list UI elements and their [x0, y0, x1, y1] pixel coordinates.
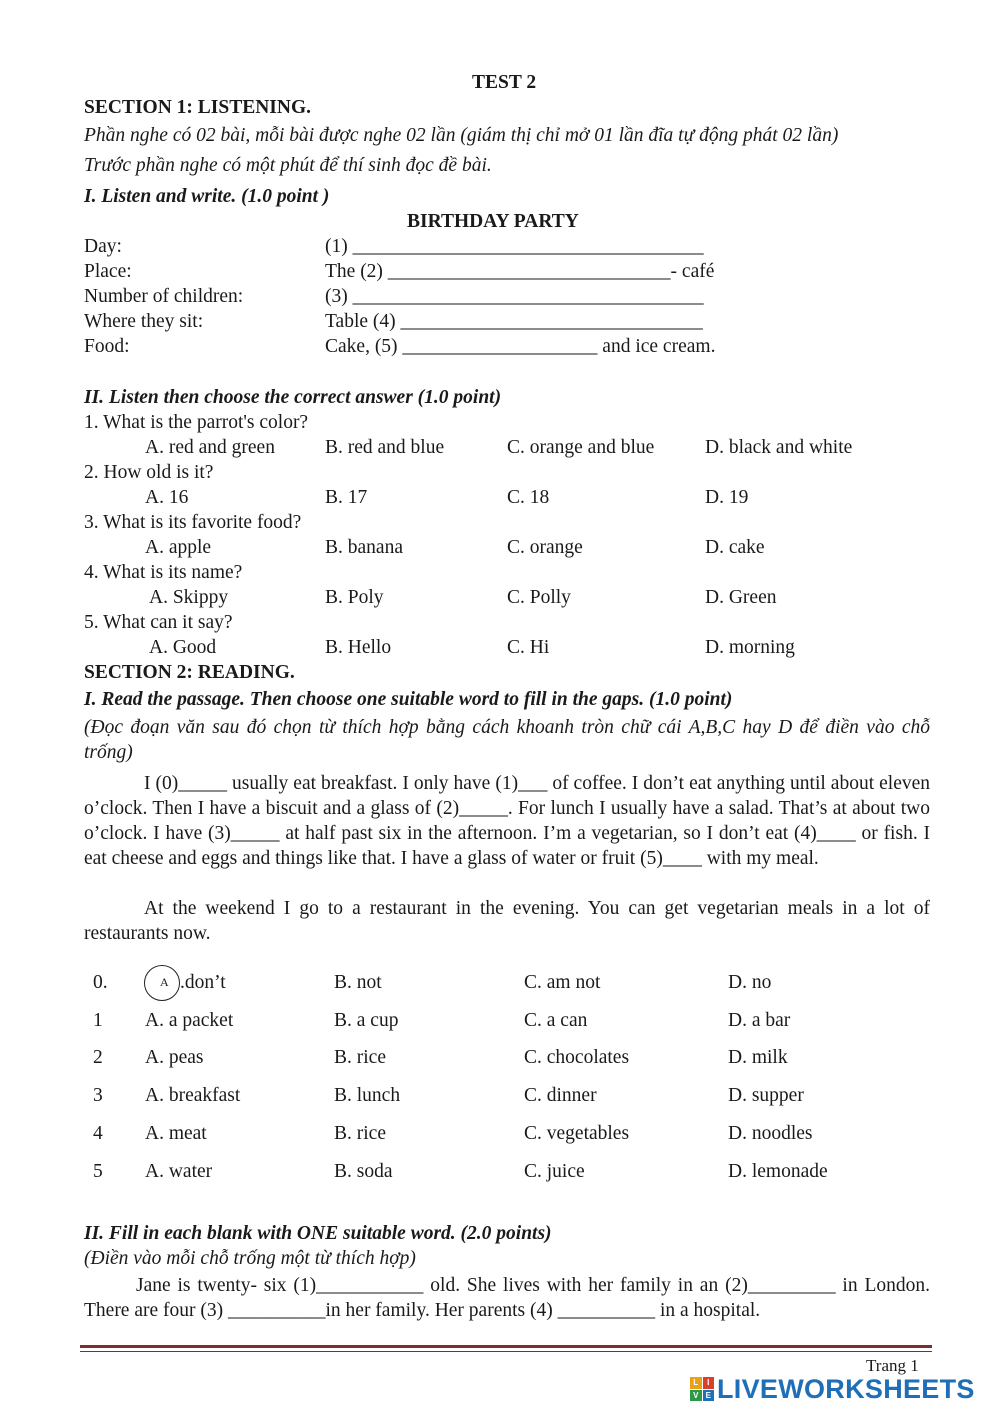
form-blank[interactable]: The (2) _____________________________- café	[325, 261, 715, 282]
reading-paragraph-1: I (0)_____ usually eat breakfast. I only have (1)___ of coffee. I don’t eat anything until about eleven o’clock. Then I have a biscuit and a glass of (2)_____. For lunch I usually have a salad. That’s at about two o’clock. I have (3)_____ at half past six in the afternoon. I’m a vegetarian, so I don’t eat (4)____ or fish. I eat cheese and eggs and things like that. I have a glass of water or fruit (5)____ with my meal.	[84, 773, 930, 869]
option-c[interactable]: C. Polly	[507, 587, 571, 608]
fill-blank-paragraph[interactable]: Jane is twenty- six (1)___________ old. She lives with her family in an (2)_________ in London. There are four (3) __________in her family. Her parents (4) __________ in a hospital.	[84, 1275, 930, 1321]
fill-blank-note: (Điền vào mỗi chỗ trống một từ thích hợp)	[84, 1248, 416, 1269]
option-b[interactable]: B. lunch	[334, 1085, 401, 1106]
option-d[interactable]: D. noodles	[728, 1123, 813, 1144]
section2-heading: SECTION 2: READING.	[84, 662, 295, 683]
logo-cell: V	[690, 1390, 702, 1402]
option-b[interactable]: B. Hello	[325, 637, 392, 658]
option-b[interactable]: B. a cup	[334, 1010, 399, 1031]
listen-write-heading: I. Listen and write. (1.0 point )	[84, 186, 330, 207]
option-d[interactable]: D. Green	[705, 587, 777, 608]
option-d[interactable]: D. black and white	[705, 437, 853, 458]
page-title: TEST 2	[472, 72, 537, 93]
row-number: 2	[93, 1047, 103, 1068]
option-d[interactable]: D. a bar	[728, 1010, 791, 1031]
reading-note: (Đọc đoạn văn sau đó chọn từ thích hợp bằng cách khoanh tròn chữ cái A,B,C hay D để điền vào chỗ trống)	[84, 717, 930, 763]
logo-cell: I	[703, 1377, 715, 1389]
option-b[interactable]: B. red and blue	[325, 437, 445, 458]
option-d[interactable]: D. 19	[705, 487, 749, 508]
row-number: 4	[93, 1123, 103, 1144]
option-a[interactable]: A. breakfast	[145, 1085, 241, 1106]
option-c[interactable]: C. orange	[507, 537, 583, 558]
birthday-party-title: BIRTHDAY PARTY	[407, 211, 579, 232]
liveworksheets-logo[interactable]	[690, 1374, 975, 1404]
form-blank[interactable]: (1) ____________________________________	[325, 236, 704, 257]
form-blank[interactable]: (3) ____________________________________	[325, 286, 704, 307]
question-text: 4. What is its name?	[84, 562, 243, 583]
row-number: 5	[93, 1161, 103, 1182]
option-c[interactable]: C. Hi	[507, 637, 550, 658]
option-c[interactable]: C. a can	[524, 1010, 588, 1031]
form-label: Where they sit:	[84, 311, 204, 332]
row-number: 0.	[93, 972, 108, 993]
option-a[interactable]: A. water	[145, 1161, 213, 1182]
option-d[interactable]: D. milk	[728, 1047, 788, 1068]
option-a[interactable]: A. Skippy	[149, 587, 229, 608]
page-number: Trang 1	[866, 1356, 919, 1375]
section1-heading: SECTION 1: LISTENING.	[84, 97, 312, 118]
option-c[interactable]: C. am not	[524, 972, 601, 993]
circle-mark: A	[160, 975, 169, 989]
section1-note-2: Trước phần nghe có một phút để thí sinh đọc đề bài.	[84, 155, 492, 176]
question-text: 3. What is its favorite food?	[84, 512, 302, 533]
section1-note-1: Phần nghe có 02 bài, mỗi bài được nghe 02 lần (giám thị chỉ mở 01 lần đĩa tự động phát 02 lần)	[84, 125, 839, 146]
logo-cell: L	[690, 1377, 702, 1389]
option-d[interactable]: D. no	[728, 972, 772, 993]
logo-grid-icon	[690, 1377, 714, 1401]
reading-choose-heading: I. Read the passage. Then choose one suitable word to fill in the gaps. (1.0 point)	[84, 689, 733, 710]
option-c[interactable]: C. juice	[524, 1161, 585, 1182]
option-d[interactable]: D. lemonade	[728, 1161, 828, 1182]
question-text: 1. What is the parrot's color?	[84, 412, 309, 433]
option-b[interactable]: B. soda	[334, 1161, 393, 1182]
form-blank[interactable]: Table (4) _______________________________	[325, 311, 703, 332]
footer-rule-thick	[80, 1345, 932, 1348]
option-b[interactable]: B. rice	[334, 1123, 386, 1144]
question-text: 2. How old is it?	[84, 462, 214, 483]
fill-blank-heading: II. Fill in each blank with ONE suitable word. (2.0 points)	[84, 1223, 552, 1244]
form-label: Place:	[84, 261, 132, 282]
footer-rule-thin	[80, 1351, 932, 1352]
option-a[interactable]: A. apple	[145, 537, 212, 558]
form-blank[interactable]: Cake, (5) ____________________ and ice cream.	[325, 336, 716, 357]
option-a[interactable]: A. peas	[145, 1047, 204, 1068]
option-b[interactable]: B. not	[334, 972, 382, 993]
option-b[interactable]: B. 17	[325, 487, 368, 508]
question-text: 5. What can it say?	[84, 612, 233, 633]
option-d[interactable]: D. cake	[705, 537, 765, 558]
option-c[interactable]: C. 18	[507, 487, 550, 508]
option-c[interactable]: C. dinner	[524, 1085, 597, 1106]
option-b[interactable]: B. Poly	[325, 587, 384, 608]
option-c[interactable]: C. chocolates	[524, 1047, 630, 1068]
option-c[interactable]: C. orange and blue	[507, 437, 655, 458]
option-a[interactable]: A. 16	[145, 487, 189, 508]
option-a[interactable]: .don’t	[180, 972, 226, 993]
option-a[interactable]: A. Good	[149, 637, 217, 658]
option-c[interactable]: C. vegetables	[524, 1123, 630, 1144]
reading-paragraph-2: At the weekend I go to a restaurant in the evening. You can get vegetarian meals in a lot of restaurants now.	[84, 898, 930, 944]
option-b[interactable]: B. banana	[325, 537, 403, 558]
form-label: Day:	[84, 236, 122, 257]
form-label: Food:	[84, 336, 130, 357]
listen-choose-heading: II. Listen then choose the correct answer (1.0 point)	[84, 387, 502, 408]
answer-circle	[144, 965, 180, 1001]
row-number: 3	[93, 1085, 103, 1106]
option-a[interactable]: A. a packet	[145, 1010, 234, 1031]
option-d[interactable]: D. morning	[705, 637, 795, 658]
logo-text: LIVEWORKSHEETS	[717, 1373, 975, 1404]
form-label: Number of children:	[84, 286, 244, 307]
option-d[interactable]: D. supper	[728, 1085, 804, 1106]
option-a[interactable]: A. red and green	[145, 437, 275, 458]
option-a[interactable]: A. meat	[145, 1123, 207, 1144]
option-b[interactable]: B. rice	[334, 1047, 386, 1068]
logo-cell: E	[703, 1390, 715, 1402]
row-number: 1	[93, 1010, 103, 1031]
